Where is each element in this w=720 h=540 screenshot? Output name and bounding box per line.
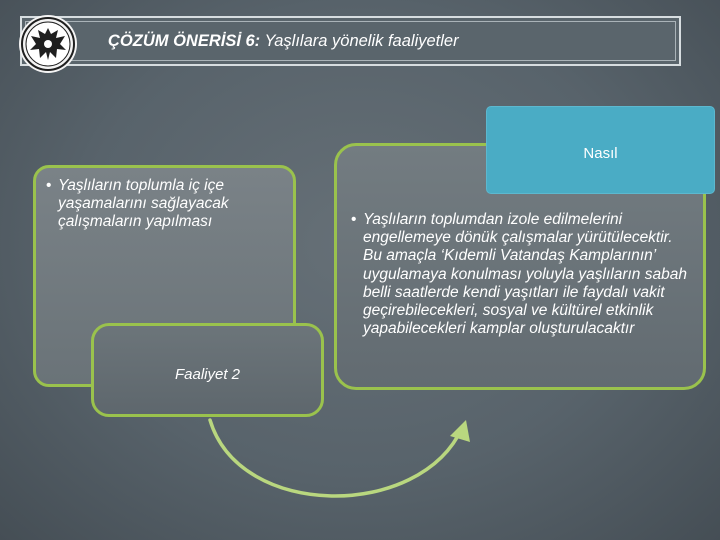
left-bullet-text: Yaşlıların toplumla iç içe yaşamalarını sağlayacak çalışmaların yapılması xyxy=(58,177,229,230)
slide-title-rest: Yaşlılara yönelik faaliyetler xyxy=(260,32,459,50)
right-bullet-text: Yaşlıların toplumdan izole edilmelerini engellemeye dönük çalışmalar yürütülecektir. Bu amaçla ‘Kıdemli Vatandaş Kamplarının’ uygulamaya konulması yoluyla yaşlıların sabah belli saatlerde kendi yaşıtları ile faydalı vakit geçirebilecekleri, sosyal ve kültürel etkinlik yapabilecekleri kamplar oluşturulacaktır xyxy=(363,211,687,338)
bullet-dot: • xyxy=(351,211,357,228)
activity-label: Faaliyet 2 xyxy=(174,366,241,383)
bullet-dot: • xyxy=(46,177,52,194)
how-label: Nasıl xyxy=(583,145,618,162)
slide-title-prefix: ÇÖZÜM ÖNERİSİ 6: xyxy=(108,32,261,50)
